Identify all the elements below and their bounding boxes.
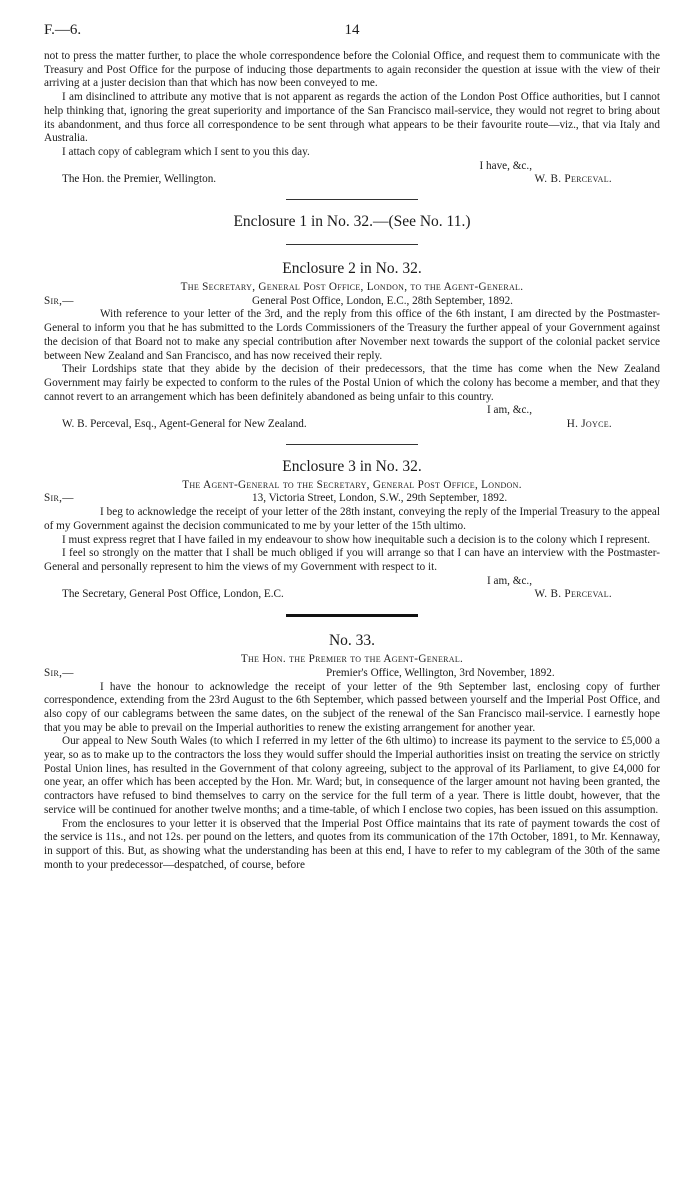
letter-continuation — [44, 50, 660, 187]
from-to-line: The Hon. the Premier to the Agent-General. — [240, 653, 464, 666]
paragraph: not to press the matter further, to place the whole correspondence before the Colonial Office, and request them to communicate with the Treasury and Post Office for the purpose of inducing those departments to again reconsider the question at issue with the view of their arriving at a juster decision than that which has now been conveyed to me. — [44, 50, 660, 90]
enclosure-2 — [44, 259, 660, 432]
enclosure-3 — [44, 457, 660, 602]
salutation: Sir,— — [44, 294, 74, 307]
enclosure-1-title: Enclosure 1 in No. 32.—(See No. 11.) — [233, 213, 471, 231]
signature: H. Joyce. — [566, 418, 612, 431]
page-number: 14 — [344, 22, 360, 38]
paragraph: I must express regret that I have failed in my endeavour to show how inequitable such a decision is to the colony which I represent. — [62, 533, 651, 546]
paragraph: I attach copy of cablegram which I sent to you this day. — [62, 145, 310, 158]
addressee-signature-row — [44, 173, 660, 187]
letter-no-33-title: No. 33. — [328, 632, 376, 650]
paragraph: I have the honour to acknowledge the receipt of your letter of the 9th September last, enclosing copy of further correspondence, extending from the 23rd August to the 6th September, which passed between yourself and the Imperial Post Office, and also copy of our cablegrams between the same dates, on the subject of the renewal of the San Francisco mail-service. I earnestly hope that you may be able to prevail on the Imperial authorities to renew the existing arrangement for another year. — [44, 680, 660, 734]
paragraph: I feel so strongly on the matter that I shall be much obliged if you will arrange so that I can have an interview with the Postmaster-General and personally represent to him the views of my Government with respect to it. — [44, 547, 660, 573]
salutation-row — [44, 667, 660, 681]
letter-address: Premier's Office, Wellington, 3rd November, 1892. — [326, 666, 555, 679]
letter-no-33 — [44, 631, 660, 872]
salutation: Sir,— — [44, 666, 74, 679]
letter-address: 13, Victoria Street, London, S.W., 29th September, 1892. — [252, 492, 508, 505]
signature: W. B. Perceval. — [534, 173, 612, 186]
signature: W. B. Perceval. — [534, 588, 612, 601]
salutation-row — [44, 492, 660, 506]
addressee: The Secretary, General Post Office, London, E.C. — [62, 588, 284, 601]
page-header — [44, 22, 660, 50]
addressee: W. B. Perceval, Esq., Agent-General for New Zealand. — [62, 418, 307, 431]
addressee-signature-row — [44, 418, 660, 432]
closing: I am, &c., — [486, 574, 532, 587]
enclosure-2-title: Enclosure 2 in No. 32. — [282, 260, 422, 278]
enclosure-3-title: Enclosure 3 in No. 32. — [282, 457, 422, 475]
from-to-line: The Agent-General to the Secretary, General Post Office, London. — [182, 478, 522, 491]
parliamentary-paper-ref: F.—6. — [44, 22, 82, 38]
paragraph: With reference to your letter of the 3rd, and the reply from this office of the 6th instant, I am directed by the Postmaster-General to inform you that he has submitted to the Lords Commissioners of the Treasury the further appeal of your Government against the decision of that Board not to make any special contribution after November next towards the support of the colonial packet service between New Zealand and San Francisco, and has now received their reply. — [44, 308, 660, 362]
salutation-row — [44, 295, 660, 309]
from-to-line: The Secretary, General Post Office, London, to the Agent-General. — [180, 281, 524, 294]
paragraph: Our appeal to New South Wales (to which I referred in my letter of the 6th ultimo) to increase its payment to the service to £5,000 a year, so as to make up to the contractors the loss they would suffer should the Imperial authorities insist on treating the service on strictly Postal Union lines, has resulted in the Government of that colony agreeing, subject to the approval of its Parliament, to give £4,000 for one year, an offer which has been accepted by the Hon. Mr. Ward; but, in consequence of the larger amount not having been granted, the contractors have refused to bind themselves to carry on the service for the full term of a year. There is little doubt, however, that the service will be continued for another twelve months; and a time-table, of which I enclose two copies, has been issued on this assumption. — [44, 735, 660, 816]
closing: I have, &c., — [479, 159, 532, 172]
closing: I am, &c., — [486, 404, 532, 417]
paragraph: From the enclosures to your letter it is observed that the Imperial Post Office maintains that its rate of payment towards the cost of the service is 11s., and not 12s. per pound on the letters, and quotes from its communication of the 17th October, 1891, to Mr. Kennaway, in support of this. But, as showing what the understanding has been at this end, I have to refer to my cablegram of the 30th of the same month to your predecessor—despatched, of course, before — [44, 817, 660, 871]
addressee: The Hon. the Premier, Wellington. — [62, 173, 217, 186]
paragraph: I am disinclined to attribute any motive that is not apparent as regards the action of the London Post Office authorities, but I cannot help thinking that, ignoring the great superiority and importance of the San Francisco mail-service, they would not regret to bring about its abandonment, and thus force all correspondence to be sent through what appears to be their favourite route—viz., that via Italy and Australia. — [44, 91, 660, 145]
addressee-signature-row — [44, 588, 660, 602]
salutation: Sir,— — [44, 492, 74, 505]
paragraph: I beg to acknowledge the receipt of your letter of the 28th instant, conveying the reply of the Imperial Treasury to the appeal of my Government against the decision communicated to me by your letter of the 15th ultimo. — [44, 506, 660, 532]
paragraph: Their Lordships state that they abide by the decision of their predecessors, that the time has come when the New Zealand Government may fairly be expected to conform to the rules of the Postal Union of which the colony has become a member, and that they cannot revert to an arrangement which has been definitely abandoned as being unfair to this country. — [44, 363, 660, 403]
letter-address: General Post Office, London, E.C., 28th September, 1892. — [252, 294, 513, 307]
